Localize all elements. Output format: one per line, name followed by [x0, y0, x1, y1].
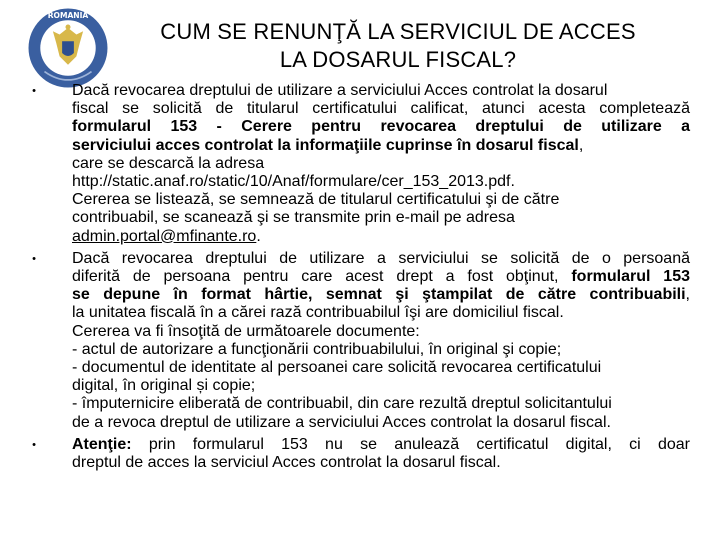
item1-text: . — [256, 227, 261, 245]
item1-line — [72, 118, 690, 136]
item1-line: contribuabil, se scanează şi se transmite prin e-mail pe adresa — [72, 209, 515, 227]
item2-line: la unitatea fiscală în a cărei rază contribuabilul îşi are domiciliul fiscal. — [72, 304, 564, 322]
item2-bold: formularul 153 — [571, 268, 690, 286]
item2-line — [72, 286, 690, 304]
item1-text: , — [578, 136, 584, 154]
item2-text: diferită de persoana pentru care acest drept a fost obţinut, — [72, 268, 559, 286]
bullet-list — [24, 82, 690, 476]
ministry-logo — [26, 6, 110, 90]
item2-line: - actul de autorizare a funcţionării contribuabilului, în original şi copie; — [72, 340, 562, 358]
email-link[interactable]: admin.portal@mfinante.ro — [72, 227, 257, 245]
item1-bold: formularul 153 - Cerere pentru revocarea dreptului de utilizare a — [72, 118, 690, 136]
list-item — [24, 250, 690, 432]
title-line-1: CUM SE RENUNŢĂ LA SERVICIUL DE ACCES — [160, 19, 636, 44]
ministry-seal-icon — [26, 6, 110, 90]
item2-line: Dacă revocarea dreptului de utilizare a serviciului se solicită de o persoană — [72, 249, 690, 267]
attention-label: Atenţie: — [72, 435, 132, 453]
svg-text:ROMANIA: ROMANIA — [47, 10, 89, 20]
item2-line: digital, în original și copie; — [72, 377, 256, 395]
item3-line — [72, 436, 690, 454]
list-item — [24, 436, 690, 472]
item2-line: de a revoca dreptul de utilizare a serviciului Acces controlat la dosarul fiscal. — [72, 413, 611, 431]
item2-line — [72, 268, 690, 286]
item2-line: - împuternicire eliberată de contribuabil, din care rezultă dreptul solicitantului — [72, 395, 612, 413]
item2-text: , — [685, 286, 690, 304]
item1-line: Cererea se listează, se semnează de titularul certificatului şi de către — [72, 191, 560, 209]
item2-line: - documentul de identitate al persoanei care solicită revocarea certificatului — [72, 359, 602, 377]
form-url: http://static.anaf.ro/static/10/Anaf/formulare/cer_153_2013.pdf. — [72, 173, 515, 191]
item1-line — [72, 137, 690, 155]
item1-line — [72, 228, 690, 246]
title-line-2: LA DOSARUL FISCAL? — [279, 47, 517, 72]
bullet-icon: • — [32, 85, 36, 97]
item1-line: care se descarcă la adresa — [72, 154, 265, 172]
list-item — [24, 82, 690, 246]
bullet-icon: • — [32, 438, 36, 451]
item2-bold: se depune în format hârtie, semnat şi ştampilat de către contribuabili — [72, 286, 686, 304]
item3-text: prin formularul 153 nu se anulează certificatul digital, ci doar — [148, 435, 690, 453]
item2-line: Cererea va fi însoţită de următoarele documente: — [72, 322, 420, 340]
item3-line: dreptul de acces la serviciul Acces controlat la dosarul fiscal. — [72, 454, 501, 472]
page-title — [118, 18, 678, 74]
item1-line: fiscal se solicită de titularul certificatului calificat, atunci acesta completează — [72, 100, 690, 118]
bullet-icon: • — [32, 252, 36, 265]
item1-bold: serviciului acces controlat la informaţiile cuprinse în dosarul fiscal — [72, 136, 579, 154]
item1-line: Dacă revocarea dreptului de utilizare a serviciului Acces controlat la dosarul — [72, 82, 608, 99]
